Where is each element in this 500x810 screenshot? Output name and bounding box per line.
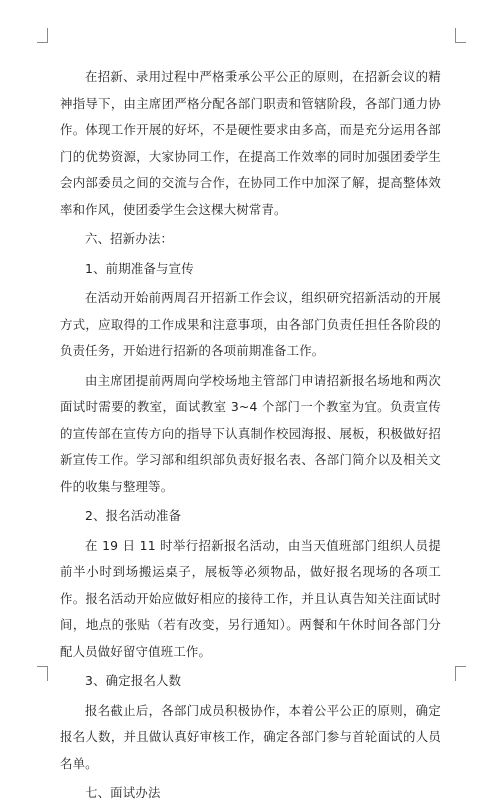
subheading-preparation-publicity: 1、前期准备与宣传	[85, 260, 194, 276]
paragraph-work-meeting: 在活动开始前两周召开招新工作会议，组织研究招新活动的开展方式，应取得的工作成果和注意事项，由各部门负责任担任各阶段的负责任务，开始进行招新的各项前期准备工作。	[60, 290, 441, 358]
paragraph-recruitment-principles: 在招新、录用过程中严格秉承公平公正的原则，在招新会议的精神指导下，由主席团严格分配各部门职责和管辖阶段，各部门通力协作。体现工作开展的好坏，不是硬性要求由多高，而是充分运用各部门的优势资源，大家协同工作，在提高工作效率的同时加强团委学生会内部委员之间的交流与合作，在协同工作中加深了解，提高整体效率和作风，使团委学生会这棵大树常青。	[60, 69, 441, 217]
subheading-registration-preparation: 2、报名活动准备	[85, 508, 182, 523]
document-body	[60, 64, 441, 810]
section-heading-interview-methods: 七、面试办法	[85, 785, 161, 800]
paragraph-registration-review: 报名截止后，各部门成员积极协作，本着公平公正的原则，确定报名人数，并且做认真好审核工作，确定各部门参与首轮面试的人员名单。	[60, 702, 441, 771]
crop-mark-bottom-right	[455, 666, 466, 681]
paragraph-venue-publicity: 由主席团提前两周向学校场地主管部门申请招新报名场地和两次面试时需要的教室，面试教室 3~4 个部门一个教室为宜。负责宣传的宣传部在宣传方向的指导下认真制作校园海报、展板，积极做好招新宣传工作。学习部和组织部负责好报名表、各部门简介以及相关文件的收集与整理等。	[60, 372, 441, 494]
section-heading-recruitment-methods: 六、招新办法：	[85, 231, 174, 246]
crop-mark-top-left	[37, 28, 48, 43]
crop-mark-top-right	[455, 28, 466, 43]
paragraph-registration-activity: 在 19 日 11 时举行招新报名活动，由当天值班部门组织人员提前半小时到场搬运桌子，展板等必须物品，做好报名现场的各项工作。报名活动开始应做好相应的接待工作，并且认真告知关注面试时间，地点的张贴（若有改变，另行通知）。两餐和午休时间各部门分配人员做好留守值班工作。	[60, 537, 441, 659]
crop-mark-bottom-left	[37, 666, 48, 681]
subheading-registration-count: 3、确定报名人数	[85, 673, 182, 688]
